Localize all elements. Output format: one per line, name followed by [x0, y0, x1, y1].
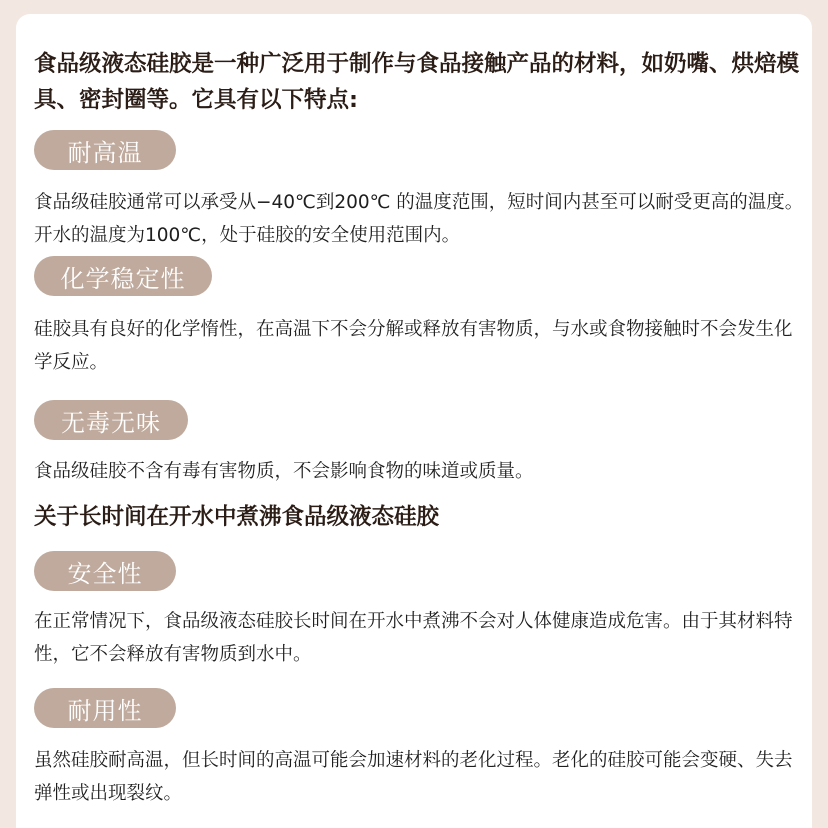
- tag-chemical-stability: 化学稳定性: [34, 256, 212, 296]
- section-heading-boiling: 关于长时间在开水中煮沸食品级液态硅胶: [34, 504, 440, 530]
- paragraph-chemical-stability: 硅胶具有良好的化学惰性，在高温下不会分解或释放有害物质，与水或食物接触时不会发生化学反应。: [34, 319, 793, 373]
- paragraph-durability: 虽然硅胶耐高温，但长时间的高温可能会加速材料的老化过程。老化的硅胶可能会变硬、失去弹性或出现裂纹。: [34, 750, 793, 804]
- tag-heat-resistance: 耐高温: [34, 130, 176, 170]
- paragraph-heat-resistance: 食品级硅胶通常可以承受从−40℃到200℃ 的温度范围，短时间内甚至可以耐受更高的温度。开水的温度为100℃，处于硅胶的安全使用范围内。: [34, 192, 804, 246]
- tag-durability: 耐用性: [34, 688, 176, 728]
- tag-safety: 安全性: [34, 551, 176, 591]
- intro-text: 食品级液态硅胶是一种广泛用于制作与食品接触产品的材料，如奶嘴、烘焙模具、密封圈等。它具有以下特点:: [34, 51, 800, 113]
- paragraph-non-toxic: 食品级硅胶不含有毒有害物质，不会影响食物的味道或质量。: [34, 461, 534, 482]
- tag-non-toxic: 无毒无味: [34, 400, 188, 440]
- paragraph-safety: 在正常情况下，食品级液态硅胶长时间在开水中煮沸不会对人体健康造成危害。由于其材料特性，它不会释放有害物质到水中。: [34, 611, 793, 665]
